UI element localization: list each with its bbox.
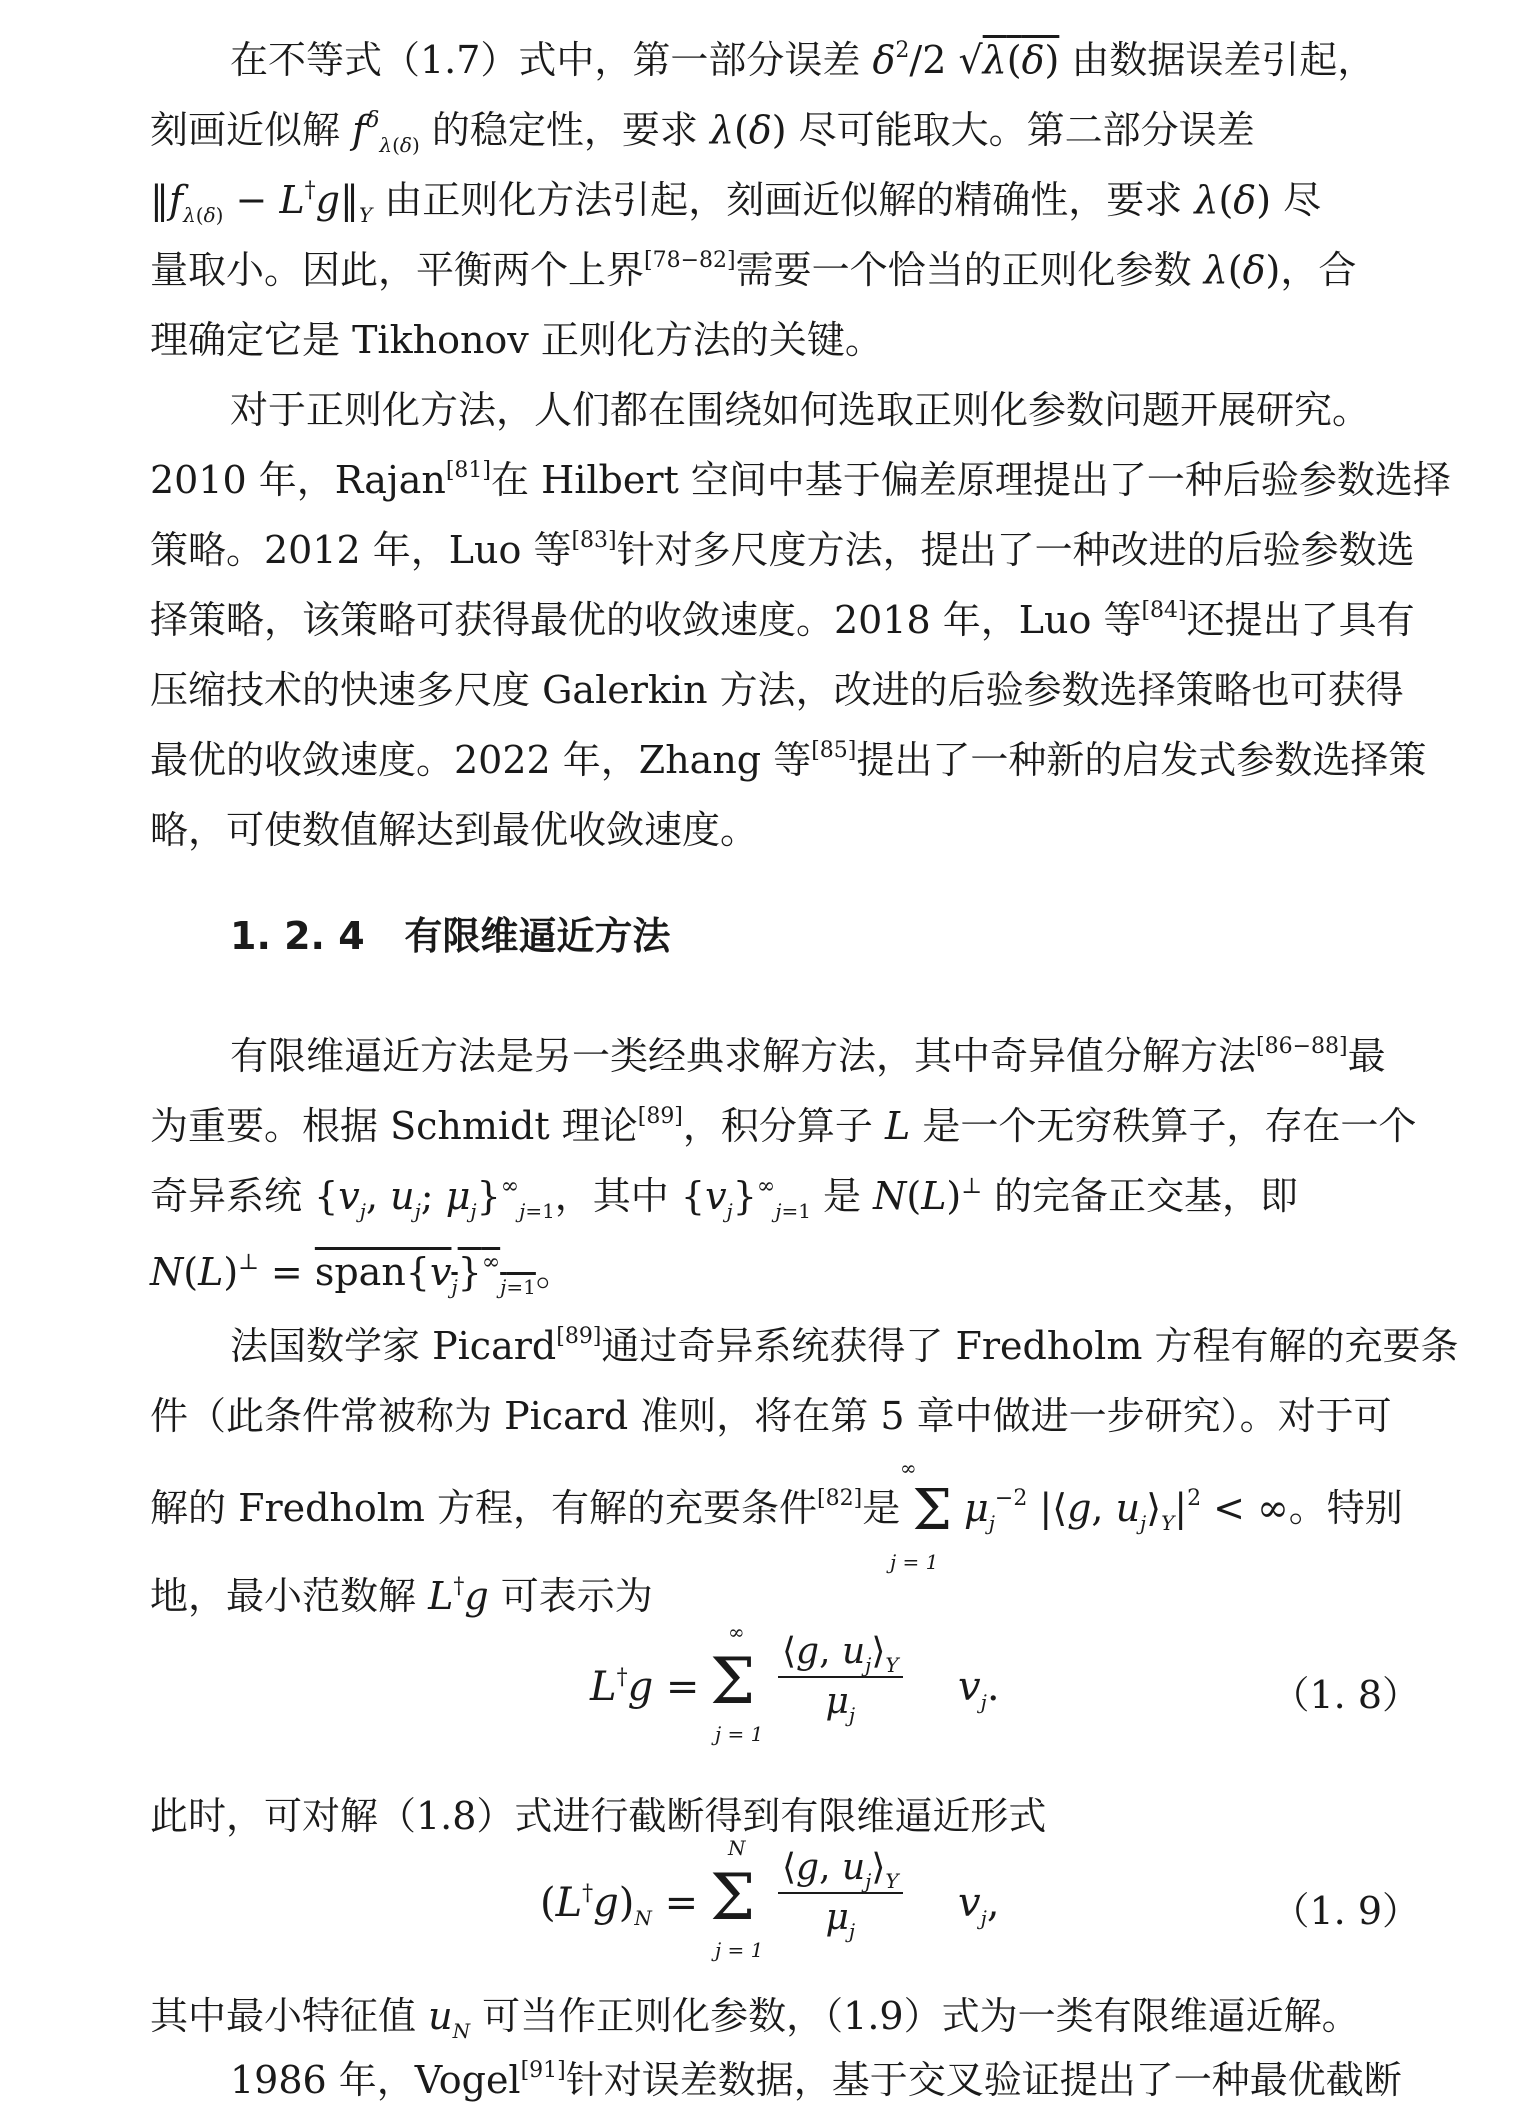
p1-line3: $‖f_{\lambda(\delta)}$ − $L^\dagger g‖_Y$ 由正则化方法引起，刻画近似解的精确性，要求 λ(δ) 尽 (150, 178, 1322, 227)
p1-line4: 量取小。因此，平衡两个上界[78−82]需要一个恰当的正则化参数 λ(δ)，合 (150, 248, 1357, 292)
p2-line1: 对于正则化方法，人们都在围绕如何选取正则化参数问题开展研究。 (230, 388, 1371, 432)
p1-line2: 刻画近似解 $f^\delta_{\lambda(\delta)}$ 的稳定性，要求 λ(δ) 尽可能取大。第二部分误差 (150, 108, 1255, 157)
p2-line5: 压缩技术的快速多尺度 Galerkin 方法，改进的后验参数选择策略也可获得 (150, 668, 1404, 712)
p2-line6: 最优的收敛速度。2022 年，Zhang 等[85]提出了一种新的启发式参数选择策 (150, 738, 1427, 782)
eq19-fraction: $\frac{⟨g, u_j⟩_Y}{\mu_j}$ (778, 1844, 903, 1942)
p2-line2: 2010 年，Rajan[81]在 Hilbert 空间中基于偏差原理提出了一种后验参数选择 (150, 458, 1451, 502)
eq19-lhs: $(L^\dagger g)_N$ = (540, 1880, 699, 1930)
p5-line1: 1986 年，Vogel[91]针对误差数据，基于交叉验证提出了一种最优截断 (230, 2058, 1402, 2102)
eq18-sum-upper: ∞ (728, 1620, 745, 1644)
mid-text: 此时，可对解（1.8）式进行截断得到有限维逼近形式 (150, 1794, 1047, 1838)
p2-line7: 略，可使数值解达到最优收敛速度。 (150, 808, 759, 852)
eq18-label: （1. 8） (1271, 1673, 1420, 1717)
p4-line1: 法国数学家 Picard[89]通过奇异系统获得了 Fredholm 方程有解的充要条 (230, 1324, 1459, 1368)
eq19-label: （1. 9） (1271, 1889, 1420, 1933)
p2-line4: 择策略，该策略可获得最优的收敛速度。2018 年，Luo 等[84]还提出了具有 (150, 598, 1415, 642)
p3-line3: 奇异系统 {$v_j$, $u_j$; $\mu_j\}^\infty_{j=1}$，其中 $\{v_j\}^\infty_{j=1}$ 是 N(L)⊥ 的完备正交基，即 (150, 1174, 1299, 1223)
p1-line5: 理确定它是 Tikhonov 正则化方法的关键。 (150, 318, 883, 362)
eq18-lhs: L†g = (590, 1664, 700, 1710)
p4-sum-lower: j = 1 (890, 1550, 939, 1574)
p3-line2: 为重要。根据 Schmidt 理论[89]，积分算子 L 是一个无穷秩算子，存在一个 (150, 1104, 1417, 1148)
eq18-tail: $v_j$. (958, 1664, 1000, 1714)
p3-line1: 有限维逼近方法是另一类经典求解方法，其中奇异值分解方法[86−88]最 (230, 1034, 1386, 1078)
p4-line3: 解的 Fredholm 方程，有解的充要条件[82]是 Σ $\mu_j^{-2}$ |⟨g, $u_j⟩_Y|^2$ < ∞。特别 (150, 1478, 1403, 1543)
eq19-sum-sign: Σ (710, 1861, 756, 1935)
section-title: 有限维逼近方法 (404, 914, 671, 958)
eq19-tail: $v_j$, (958, 1880, 1000, 1930)
p4-line4: 地，最小范数解 L†g 可表示为 (150, 1574, 653, 1618)
eq18-fraction: $\frac{⟨g, u_j⟩_Y}{\mu_j}$ (778, 1628, 903, 1726)
p4-sum-upper: ∞ (900, 1456, 917, 1480)
eq19-sum-upper: N (728, 1836, 746, 1860)
p1-line1: 在不等式（1.7）式中，第一部分误差 $\delta^2/2$ √λ(δ) 由数据误差引起， (230, 38, 1376, 82)
p2-line3: 策略。2012 年，Luo 等[83]针对多尺度方法，提出了一种改进的后验参数选 (150, 528, 1415, 572)
section-heading (230, 910, 670, 962)
eq19-sum-lower: j = 1 (715, 1938, 764, 1962)
p4-line2: 件（此条件常被称为 Picard 准则，将在第 5 章中做进一步研究）。对于可 (150, 1394, 1392, 1438)
eq18-sum-sign: Σ (710, 1645, 756, 1719)
p3-line4: $N(L)^\perp = span\{v_j\}^\infty_{j=1}$。 (150, 1250, 574, 1299)
section-number: 1. 2. 4 (230, 914, 365, 958)
eq18-sum-lower: j = 1 (715, 1722, 764, 1746)
after-text: 其中最小特征值 $u_N$ 可当作正则化参数，（1.9）式为一类有限维逼近解。 (150, 1994, 1360, 2043)
